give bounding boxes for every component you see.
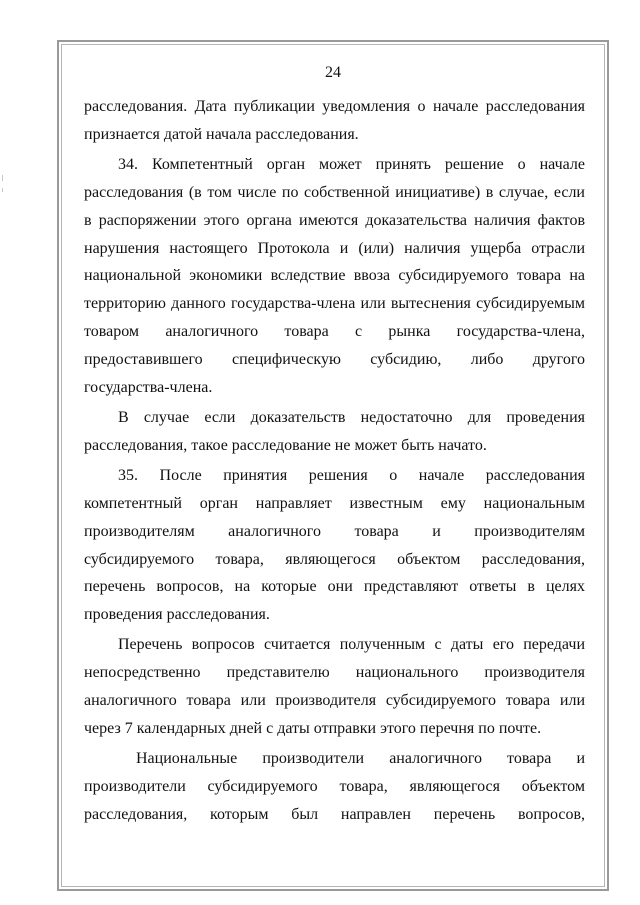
- text-line: товаром аналогичного товара с рынка государства-члена,: [84, 323, 585, 341]
- text-line: в распоряжении этого органа имеются доказательства наличия фактов: [84, 211, 585, 229]
- paragraph-35-first-line: 35. После принятия решения о начале расследования: [118, 466, 585, 484]
- text-line: государства-члена.: [84, 379, 213, 397]
- text-line: В случае если доказательств недостаточно для проведения: [118, 408, 585, 426]
- text-line: предоставившего специфическую субсидию, либо другого: [84, 351, 585, 369]
- scan-edge-mark: [2, 175, 3, 181]
- page-number: 24: [325, 64, 341, 81]
- text-line: через 7 календарных дней с даты отправки этого перечня по почте.: [84, 719, 542, 737]
- text-line: национальной экономики вследствие ввоза субсидируемого товара на: [84, 267, 585, 285]
- paragraph-34-first-line: 34. Компетентный орган может принять решение о начале: [118, 155, 585, 173]
- text-line: расследования. Дата публикации уведомления о начале расследования: [84, 98, 585, 115]
- text-line: непосредственно представителю национального производителя: [84, 664, 585, 682]
- text-line: производители субсидируемого товара, являющегося объектом: [84, 777, 585, 795]
- text-line: проведения расследования.: [84, 606, 270, 624]
- text-line: признается датой начала расследования.: [84, 125, 359, 143]
- text-line: расследования, которым был направлен перечень вопросов,: [84, 805, 585, 823]
- text-line: территорию данного государства-члена или вытеснения субсидируемым: [84, 295, 585, 313]
- text-line: нарушения настоящего Протокола и (или) наличия ущерба отрасли: [84, 239, 585, 257]
- text-line: производителям аналогичного товара и производителям: [84, 522, 585, 540]
- text-line: Перечень вопросов считается полученным с даты его передачи: [118, 636, 585, 654]
- text-line: расследования (в том числе по собственной инициативе) в случае, если: [84, 183, 585, 201]
- text-line: компетентный орган направляет известным ему национальным: [84, 494, 585, 512]
- text-line: перечень вопросов, на которые они представляют ответы в целях: [84, 578, 585, 596]
- text-line: аналогичного товара или производителя субсидируемого товара или: [84, 692, 585, 710]
- text-line: расследования, такое расследование не может быть начато.: [84, 436, 487, 454]
- document-body: [84, 93, 585, 829]
- scan-edge-mark: [2, 188, 3, 192]
- text-line: субсидируемого товара, являющегося объектом расследования,: [84, 550, 585, 568]
- text-line: Национальные производители аналогичного товара и: [136, 749, 585, 767]
